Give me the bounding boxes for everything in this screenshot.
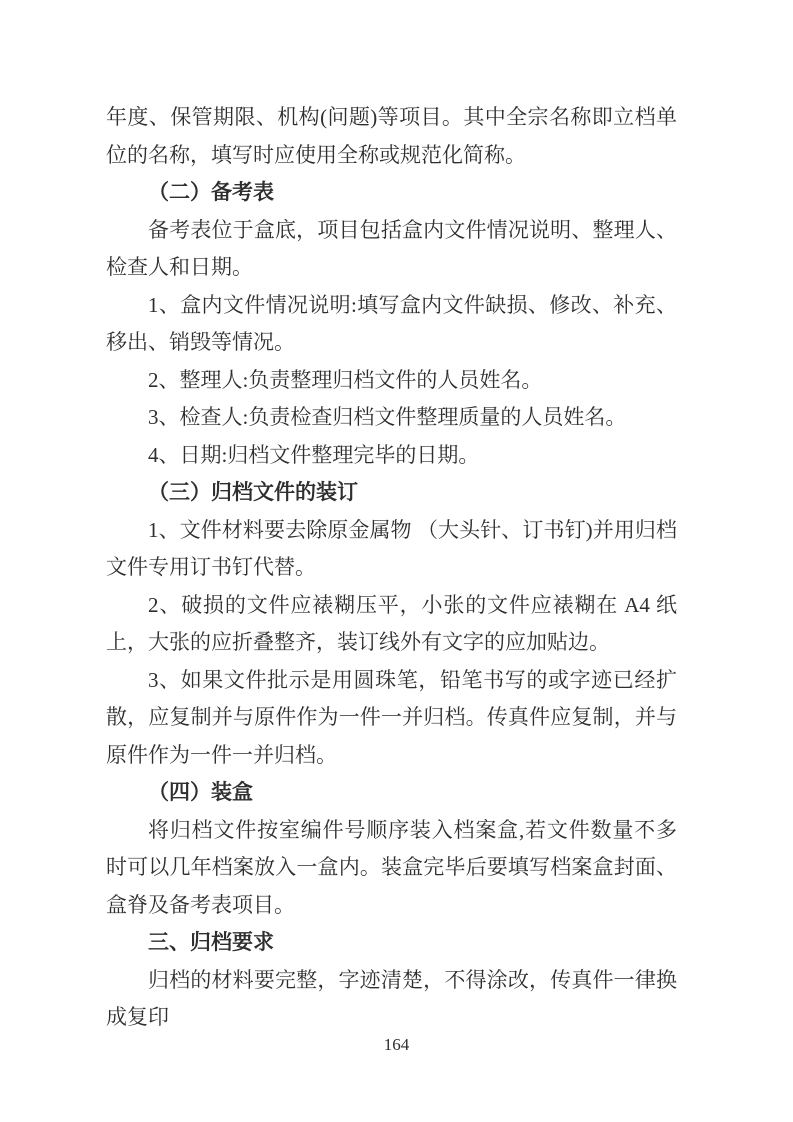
paragraph: 3、检查人:负责检查归档文件整理质量的人员姓名。	[148, 405, 627, 429]
page-footer	[0, 1034, 793, 1056]
paragraph: 备考表位于盒底，项目包括盒内文件情况说明、整理人、检查人和日期。	[106, 217, 677, 279]
section-heading: （四）装盒	[148, 780, 253, 804]
paragraph: 2、破损的文件应裱糊压平，小张的文件应裱糊在 A4 纸上，大张的应折叠整齐，装订线外有文字的应加贴边。	[106, 592, 677, 654]
paragraph: 归档的材料要完整，字迹清楚，不得涂改，传真件一律换成复印	[106, 967, 677, 1029]
page-number: 164	[383, 1035, 410, 1054]
document-body	[106, 99, 677, 1037]
section-heading: 三、归档要求	[148, 930, 274, 954]
paragraph: 4、日期:归档文件整理完毕的日期。	[148, 442, 480, 467]
section-heading: （二）备考表	[148, 180, 274, 204]
paragraph: 1、文件材料要去除原金属物 （大头针、订书钉)并用归档文件专用订书钉代替。	[106, 517, 677, 579]
paragraph: 1、盒内文件情况说明:填写盒内文件缺损、修改、补充、移出、销毁等情况。	[106, 292, 677, 354]
paragraph: 年度、保管期限、机构(问题)等项目。其中全宗名称即立档单位的名称，填写时应使用全称或规范化简称。	[106, 105, 677, 167]
paragraph: 3、如果文件批示是用圆珠笔，铅笔书写的或字迹已经扩散，应复制并与原件作为一件一并归档。传真件应复制，并与原件作为一件一并归档。	[106, 667, 677, 767]
paragraph: 将归档文件按室编件号顺序装入档案盒,若文件数量不多时可以几年档案放入一盒内。装盒完毕后要填写档案盒封面、盒脊及备考表项目。	[106, 817, 677, 917]
paragraph: 2、整理人:负责整理归档文件的人员姓名。	[148, 367, 543, 392]
section-heading: （三）归档文件的装订	[148, 480, 358, 504]
